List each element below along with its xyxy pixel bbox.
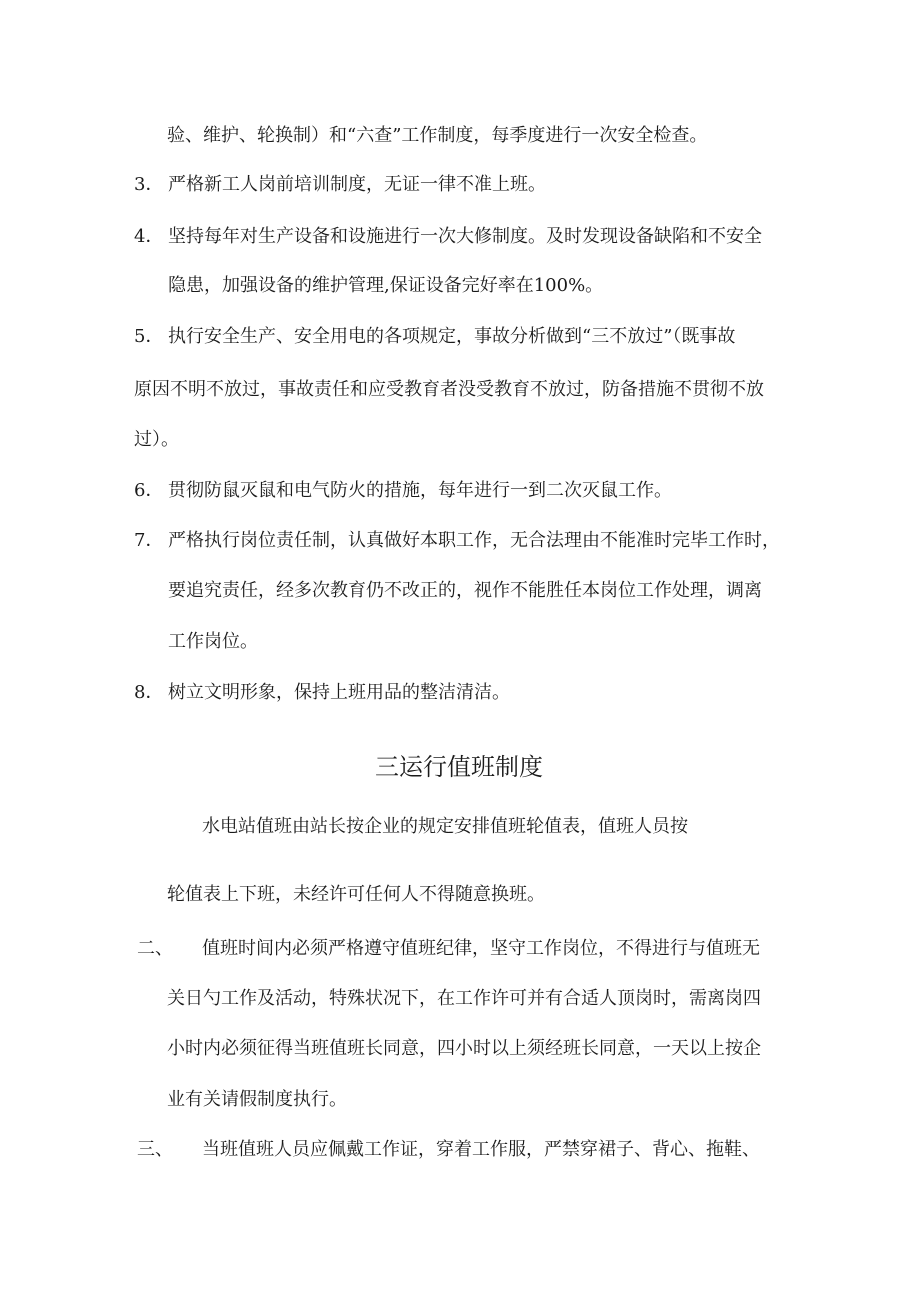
item-number: 4．	[134, 226, 164, 247]
item-text: 执行安全生产、安全用电的各项规定，事故分析做到“三不放过”（既事故	[168, 326, 736, 347]
item-text: 贯彻防鼠灭鼠和电气防火的措施，每年进行一到二次灭鼠工作。	[168, 480, 672, 501]
list-item-6	[134, 479, 672, 503]
item-text-line: 工作岗位。	[168, 631, 258, 652]
paragraph-text: 值班时间内必须严格遵守值班纪律，坚守工作岗位，不得进行与值班无	[202, 938, 760, 959]
item-text: 坚持每年对生产设备和设施进行一次大修制度。及时发现设备缺陷和不安全	[168, 226, 762, 247]
section-paragraph-3	[137, 1138, 760, 1162]
item-text-line: 隐患，加强设备的维护管理,保证设备完好率在100%。	[168, 275, 604, 296]
item-number: 3．	[134, 174, 164, 195]
item-continuation-line: 验、维护、轮换制）和“六查”工作制度，每季度进行一次安全检查。	[167, 125, 708, 146]
item-number: 6．	[134, 480, 164, 501]
section-paragraph-line: 轮值表上下班，未经许可任何人不得随意换班。	[167, 884, 545, 905]
list-item-5	[134, 325, 735, 349]
item-text: 严格新工人岗前培训制度，无证一律不准上班。	[168, 174, 546, 195]
section-paragraph-line: 水电站值班由站长按企业的规定安排值班轮值表，值班人员按	[202, 816, 688, 837]
item-text-line: 原因不明不放过，事故责任和应受教育者没受教育不放过，防备措施不贯彻不放	[134, 379, 764, 400]
paragraph-number: 二、	[137, 938, 173, 959]
list-item-8	[134, 681, 510, 705]
section-paragraph-line: 小时内必须征得当班值班长同意，四小时以上须经班长同意，一天以上按企	[167, 1038, 761, 1059]
list-item-3	[134, 173, 546, 197]
section-paragraph-line: 关日勺工作及活动，特殊状况下，在工作许可并有合适人顶岗时，需离岗四	[167, 988, 761, 1009]
item-text-line: 要追究责任，经多次教育仍不改正的，视作不能胜任本岗位工作处理，调离	[168, 580, 762, 601]
list-item-7	[134, 529, 780, 553]
section-title: 三运行值班制度	[375, 753, 543, 781]
section-paragraph-2	[137, 937, 760, 961]
item-text-line: 过）。	[134, 429, 179, 450]
item-number: 5．	[134, 326, 164, 347]
paragraph-text: 当班值班人员应佩戴工作证，穿着工作服，严禁穿裙子、背心、拖鞋、	[202, 1139, 760, 1160]
item-text: 严格执行岗位责任制，认真做好本职工作，无合法理由不能准时完毕工作时，	[168, 530, 780, 551]
item-text: 树立文明形象，保持上班用品的整洁清洁。	[168, 682, 510, 703]
item-number: 7．	[134, 530, 164, 551]
item-number: 8．	[134, 682, 164, 703]
section-paragraph-line: 业有关请假制度执行。	[167, 1089, 347, 1110]
paragraph-number: 三、	[137, 1139, 173, 1160]
list-item-4	[134, 225, 762, 249]
